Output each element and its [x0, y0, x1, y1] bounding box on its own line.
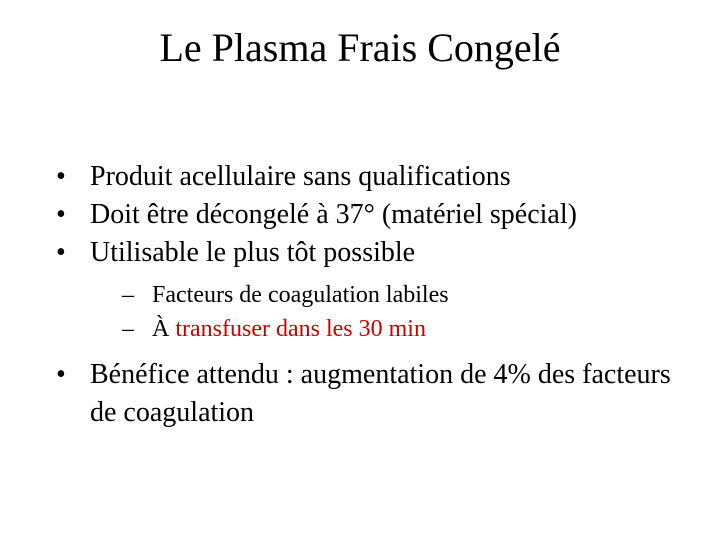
bullet-icon: •: [56, 161, 66, 192]
slide-title: Le Plasma Frais Congelé: [159, 25, 561, 70]
bullet-text: Bénéfice attendu : augmentation de 4% des facteurs de coagulation: [90, 359, 671, 428]
sub-bullet-lead: À: [152, 316, 170, 342]
bullet-icon: •: [56, 199, 66, 230]
sub-bullet-item: [90, 278, 676, 312]
bullet-icon: •: [56, 237, 66, 268]
sub-bullet-list: [90, 278, 676, 346]
bullet-text: Doit être décongelé à 37° (matériel spécial): [90, 199, 577, 230]
bullet-item: [56, 196, 676, 234]
bullet-icon: •: [56, 359, 66, 390]
bullet-item: [56, 158, 676, 196]
bullet-list: [56, 158, 676, 432]
bullet-text: Utilisable le plus tôt possible: [90, 237, 416, 268]
bullet-text: Produit acellulaire sans qualifications: [90, 161, 511, 192]
dash-icon: –: [122, 316, 134, 342]
sub-bullet-highlight: transfuser dans les 30 min: [169, 316, 426, 342]
dash-icon: –: [122, 282, 134, 308]
sub-bullet-text: Facteurs de coagulation labiles: [152, 282, 449, 308]
bullet-item: [56, 356, 676, 432]
sub-bullet-item: [90, 312, 676, 346]
bullet-item: [56, 234, 676, 346]
